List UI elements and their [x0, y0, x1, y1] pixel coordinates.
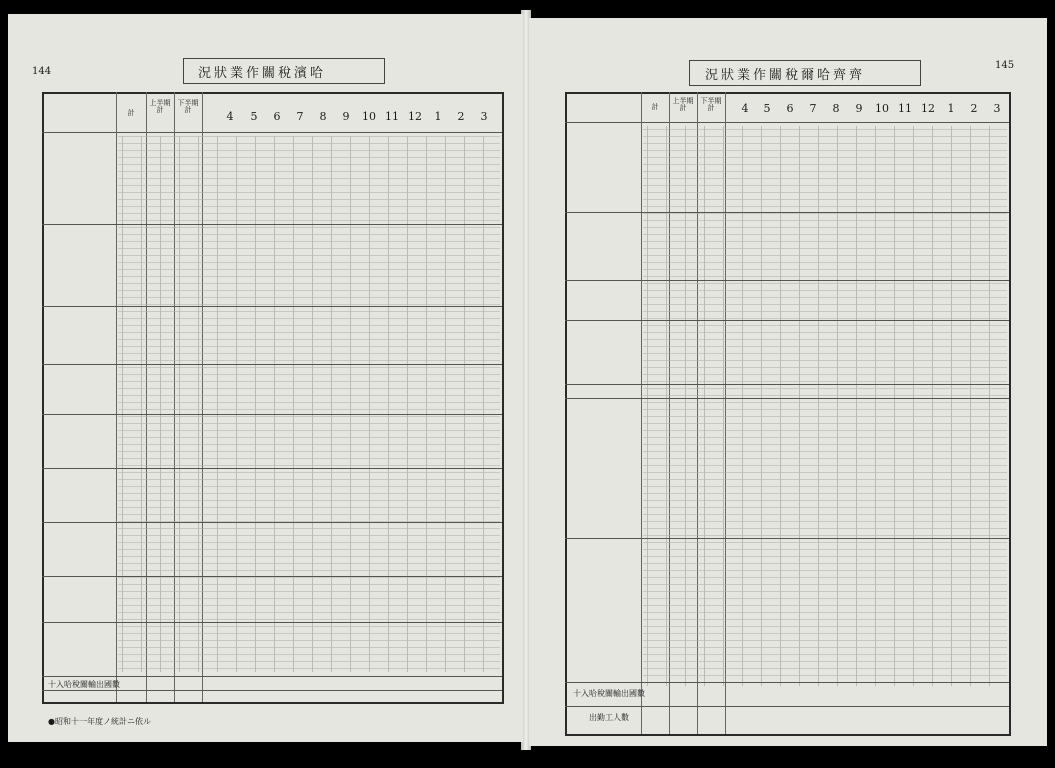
right-month-header: 11	[898, 102, 912, 115]
left-month-header: 2	[457, 110, 465, 123]
left-col-second-half: 下半期計	[177, 99, 199, 114]
left-month-header: 5	[250, 110, 258, 123]
right-col-total: 計	[651, 103, 659, 111]
left-month-header: 4	[226, 110, 234, 123]
right-month-header: 7	[809, 102, 817, 115]
left-month-header: 9	[342, 110, 350, 123]
right-month-header: 6	[786, 102, 794, 115]
right-month-header: 2	[970, 102, 978, 115]
left-month-header: 1	[434, 110, 442, 123]
left-month-header: 8	[319, 110, 327, 123]
left-month-header: 12	[408, 110, 422, 123]
left-col-first-half: 上半期計	[149, 99, 171, 114]
left-header-rule	[42, 132, 502, 133]
left-page-title: 況狀業作關稅濱哈	[198, 66, 327, 81]
right-month-header: 5	[763, 102, 771, 115]
right-footer-row-2: 出勤工人數	[589, 713, 629, 722]
right-month-header: 4	[741, 102, 749, 115]
right-footer-row-1: 十入哈稅關輸出國數	[573, 689, 645, 698]
left-label-divider	[116, 92, 117, 702]
left-page	[8, 14, 523, 742]
left-month-header: 10	[362, 110, 376, 123]
right-label-divider	[641, 92, 642, 734]
left-footer-row: 十入哈稅關輸出國數	[48, 680, 120, 689]
right-page	[529, 18, 1047, 746]
left-page-number: 144	[32, 66, 52, 77]
right-page-title: 況狀業作關稅爾哈齊齊	[705, 68, 866, 83]
left-month-header: 11	[385, 110, 399, 123]
left-month-header: 6	[273, 110, 281, 123]
right-page-number: 145	[995, 60, 1015, 71]
right-col-first-half: 上半期計	[672, 97, 694, 112]
right-month-header: 10	[875, 102, 889, 115]
left-footer-note: ●昭和十一年度ノ統計ニ依ル	[48, 717, 151, 726]
left-month-header: 3	[480, 110, 488, 123]
right-header-rule	[565, 122, 1009, 123]
left-month-header: 7	[296, 110, 304, 123]
right-month-header: 9	[855, 102, 863, 115]
right-month-header: 3	[993, 102, 1001, 115]
right-month-header: 12	[921, 102, 935, 115]
right-col-second-half: 下半期計	[700, 97, 722, 112]
right-month-header: 1	[947, 102, 955, 115]
left-table-body	[118, 136, 500, 672]
left-col-total: 計	[127, 109, 135, 117]
right-table-body	[643, 126, 1007, 686]
right-month-header: 8	[832, 102, 840, 115]
